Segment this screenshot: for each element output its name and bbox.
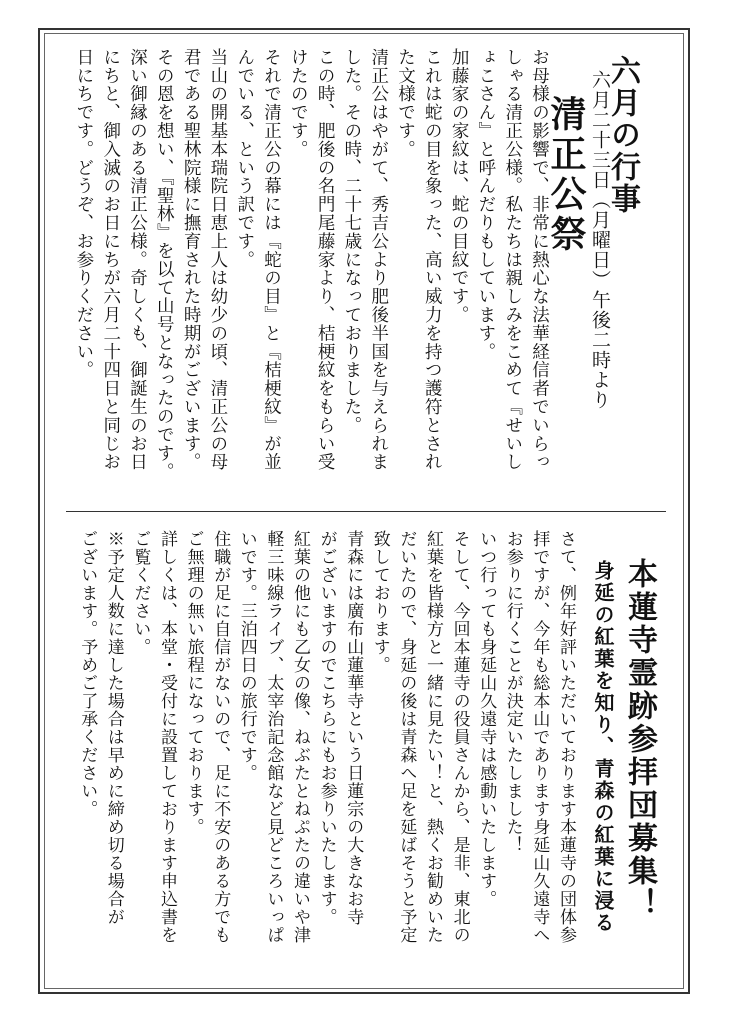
text-column: そして、今回本蓮寺の役員さんから、是非、東北の bbox=[449, 530, 470, 944]
text-column: した。その時、二十七歳になっておりました。 bbox=[341, 48, 362, 435]
text-column: 日にちです。どうぞ、お参りください。 bbox=[73, 48, 94, 380]
text-column: にちと、御入滅のお日にちが六月二十四日と同じお bbox=[100, 48, 121, 472]
text-column: それで清正公の幕には『蛇の目』と『桔梗紋』が並 bbox=[261, 48, 282, 472]
text-column: 当山の開基本瑞院日恵上人は幼少の頃、清正公の母 bbox=[207, 48, 228, 472]
text-column: 住職が足に自信がないので、足に不安のある方でも bbox=[210, 530, 231, 944]
text-column: この時、肥後の名門尾藤家より、桔梗紋をもらい受 bbox=[315, 48, 336, 472]
text-column: ございます。予めご了承ください。 bbox=[77, 530, 98, 818]
text-column: んでいる、という訳です。 bbox=[234, 48, 255, 269]
text-column: 紅葉の他にも乙女の像、ねぶたとねぷたの違いや津 bbox=[290, 530, 310, 944]
text-column: その恩を想い、『聖林』を以て山号となったのです。 bbox=[154, 48, 175, 481]
section-divider bbox=[66, 511, 666, 512]
recruit-title: 本蓮寺霊跡参拝団募集！ bbox=[622, 558, 657, 921]
recruit-subtitle: 身延の紅葉を知り、青森の紅葉に浸る bbox=[591, 560, 615, 934]
text-column: 軽三味線ライブ、太宰治記念館など見どころいっぱ bbox=[263, 530, 284, 944]
text-column: お参りに行くことが決定いたしました！ bbox=[502, 530, 523, 854]
text-column: ご無理の無い旅程になっております。 bbox=[183, 530, 204, 836]
festival-title: 清正公祭 bbox=[545, 95, 587, 255]
text-column: 致しております。 bbox=[369, 530, 390, 674]
text-column: いです。三泊四日の旅行です。 bbox=[236, 530, 257, 782]
text-column: しゃる清正公様。私たちは親しみをこめて『せいし bbox=[502, 48, 523, 472]
text-column: 青森には廣布山蓮華寺という日蓮宗の大きなお寺 bbox=[343, 530, 364, 926]
text-column: けたのです。 bbox=[288, 48, 309, 159]
text-column: 加藤家の家紋は、蛇の目紋です。 bbox=[449, 48, 470, 324]
text-column: 詳しくは、本堂・受付に設置しております申込書を bbox=[157, 530, 177, 944]
text-column: ご覧ください。 bbox=[130, 530, 151, 656]
text-column: 紅葉を皆様方と一緒に見たい！と、熱くお勧めいた bbox=[423, 530, 443, 944]
event-title: 六月の行事 bbox=[605, 55, 640, 215]
text-column: 深い御縁のある清正公様。奇しくも、御誕生のお日 bbox=[127, 48, 148, 472]
text-column: 君である聖林院様に撫育された時期がございます。 bbox=[181, 48, 202, 472]
text-column: 拝ですが、今年も総本山であります身延山久遠寺へ bbox=[529, 530, 550, 944]
text-column: お母様の影響で、非常に熱心な法華経信者でいらっ bbox=[529, 48, 550, 472]
text-column: さて、例年好評いただいております本蓮寺の団体参 bbox=[556, 530, 576, 944]
text-column: た文様です。 bbox=[395, 48, 416, 159]
text-column: いつ行っても身延山久遠寺は感動いたします。 bbox=[476, 530, 497, 908]
text-column: だいたので、身延の後は青森へ足を延ばそうと予定 bbox=[396, 530, 417, 944]
text-column: ょこさん』と呼んだりもしています。 bbox=[475, 48, 496, 361]
text-column: 清正公はやがて、秀吉公より肥後半国を与えられま bbox=[368, 48, 389, 472]
text-column: これは蛇の目を象った、高い威力を持つ護符とされ bbox=[422, 48, 443, 472]
text-column: がございますのでこちらにもお参りいたします。 bbox=[316, 530, 337, 926]
text-column: ※予定人数に達した場合は早めに締め切る場合が bbox=[103, 530, 124, 926]
event-date: 六月二十三日（月曜日）午後二時より bbox=[589, 70, 611, 410]
